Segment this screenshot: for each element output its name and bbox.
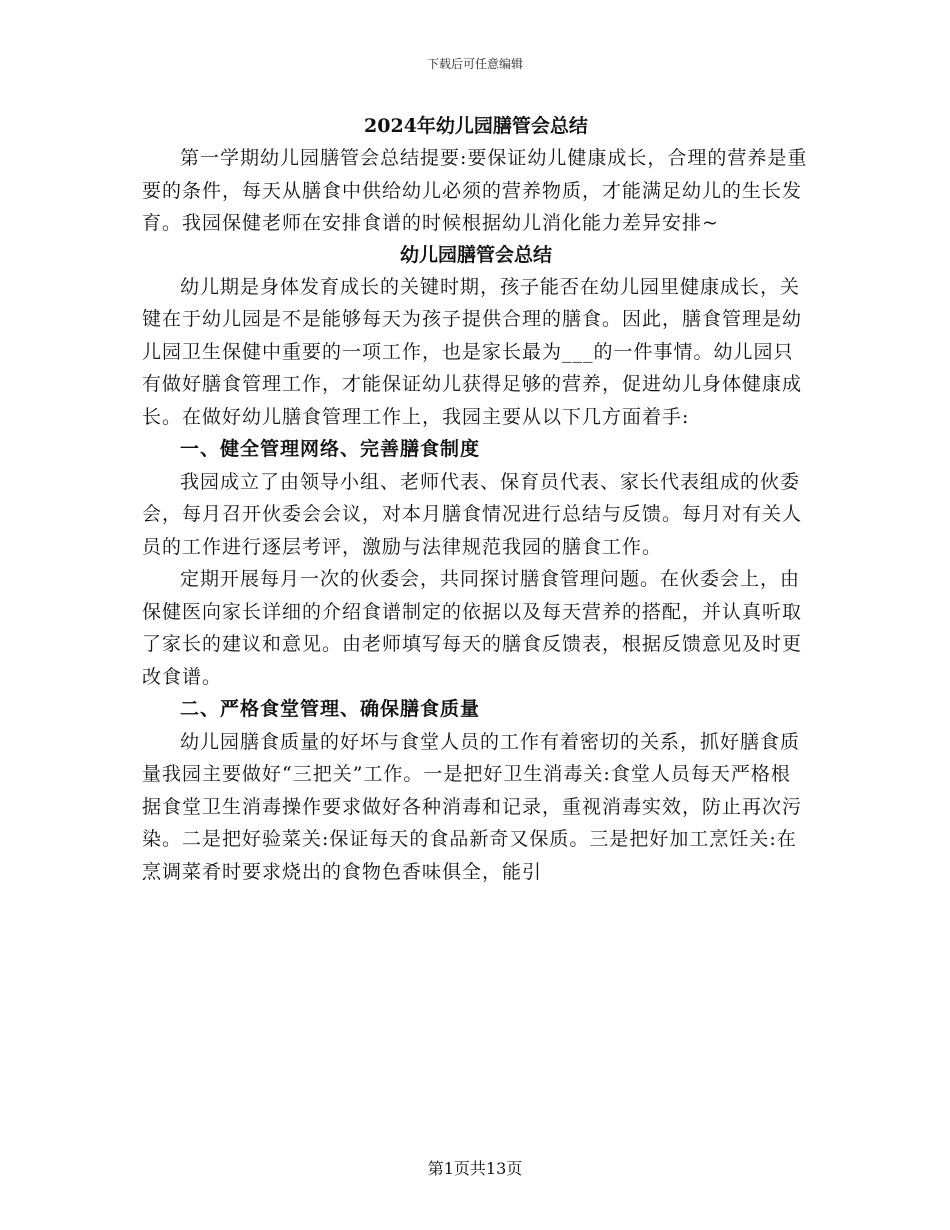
body-paragraph: 幼儿园膳食质量的好坏与食堂人员的工作有着密切的关系，抓好膳食质量我园主要做好“三把关”工作。一是把好卫生消毒关:食堂人员每天严格根据食堂卫生消毒操作要求做好各种消毒和记录，重视消毒实效，防止再次污染。二是把好验菜关:保证每天的食品新奇又保质。三是把好加工烹饪关:在烹调菜肴时要求烧出的食物色香味俱全，能引: [142, 730, 803, 883]
body-paragraph: 定期开展每月一次的伙委会，共同探讨膳食管理问题。在伙委会上，由保健医向家长详细的介绍食谱制定的依据以及每天营养的搭配，并认真听取了家长的建议和意见。由老师填写每天的膳食反馈表，根据反馈意见及时更改食谱。: [142, 568, 803, 688]
section-title: 幼儿园膳管会总结: [399, 243, 552, 266]
page-header: 下载后可任意编辑: [426, 57, 523, 71]
document-body: [142, 111, 810, 888]
body-paragraph: 幼儿期是身体发育成长的关键时期，孩子能否在幼儿园里健康成长，关键在于幼儿园是不是能够每天为孩子提供合理的膳食。因此，膳食管理是幼儿园卫生保健中重要的一项工作，也是家长最为___的一件事情。幼儿园只有做好膳食管理工作，才能保证幼儿获得足够的营养，促进幼儿身体健康成长。在做好幼儿膳食管理工作上，我园主要从以下几方面着手:: [142, 275, 803, 428]
page-footer: 第1页共13页: [427, 1159, 523, 1178]
section-heading-2: 二、严格食堂管理、确保膳食质量: [180, 698, 481, 720]
body-paragraph: 我园成立了由领导小组、老师代表、保育员代表、家长代表组成的伙委会，每月召开伙委会会议，对本月膳食情况进行总结与反馈。每月对有关人员的工作进行逐层考评，激励与法律规范我园的膳食工作。: [142, 470, 803, 558]
section-heading-1: 一、健全管理网络、完善膳食制度: [180, 438, 481, 460]
document-title: 2024年幼儿园膳管会总结: [364, 115, 588, 137]
intro-paragraph: 第一学期幼儿园膳管会总结提要:要保证幼儿健康成长，合理的营养是重要的条件，每天从膳食中供给幼儿必须的营养物质，才能满足幼儿的生长发育。我园保健老师在安排食谱的时候根据幼儿消化能力差异安排~: [142, 147, 808, 234]
